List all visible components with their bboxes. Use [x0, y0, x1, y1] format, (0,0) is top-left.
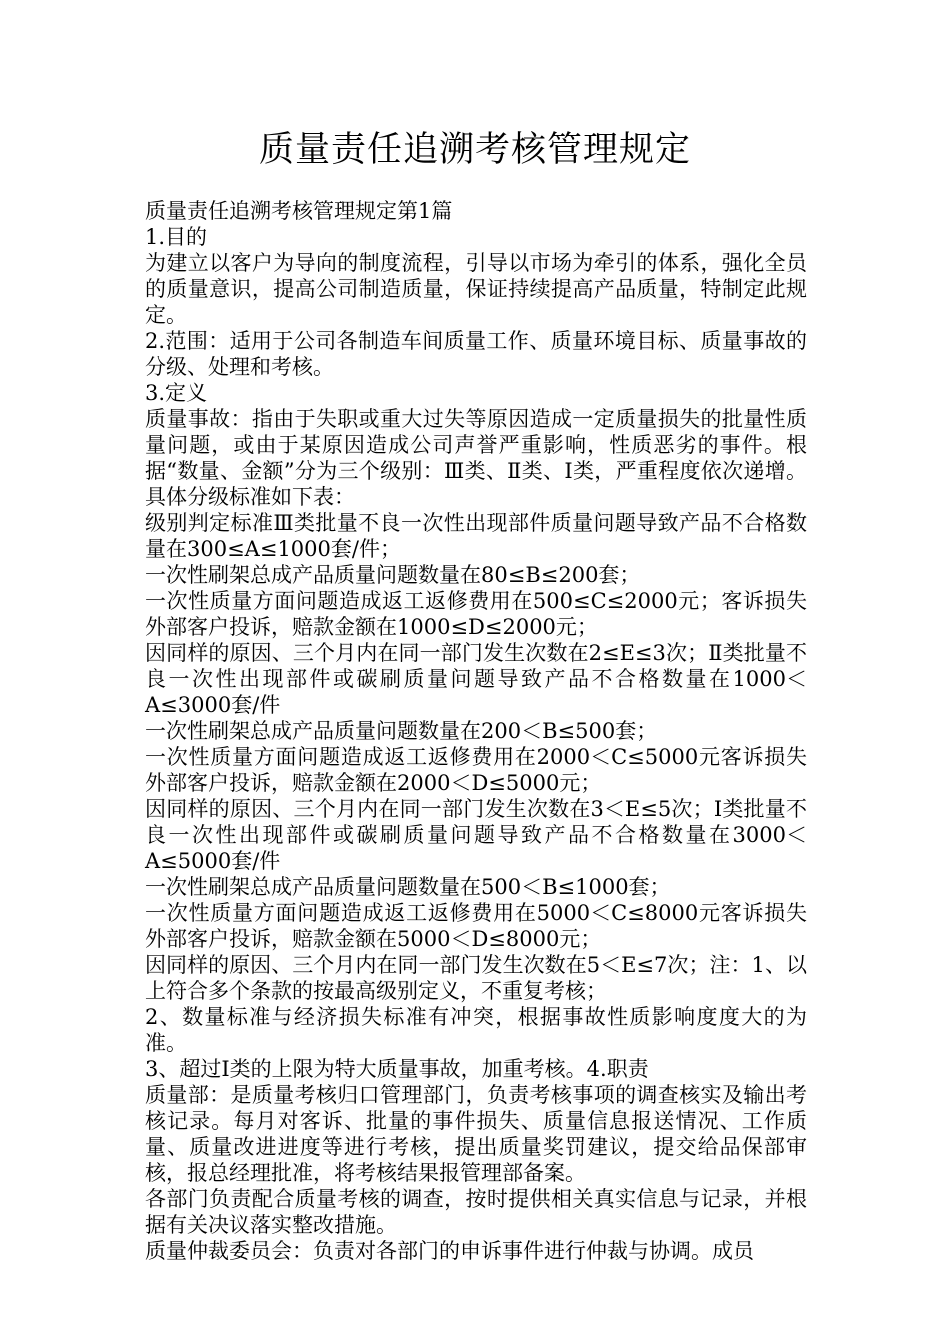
paragraph: 因同样的原因、三个月内在同一部门发生次数在2≤E≤3次；Ⅱ类批量不良一次性出现部件或碳刷质量问题导致产品不合格数量在1000＜A≤3000套/件 — [145, 641, 807, 717]
paragraph-heading: 质量责任追溯考核管理规定第1篇 — [145, 199, 453, 223]
paragraph: 一次性刷架总成产品质量问题数量在80≤B≤200套； — [145, 563, 641, 587]
paragraph: 因同样的原因、三个月内在同一部门发生次数在3＜E≤5次；Ⅰ类批量不良一次性出现部件或碳刷质量问题导致产品不合格数量在3000＜A≤5000套/件 — [145, 797, 807, 873]
paragraph: 2、数量标准与经济损失标准有冲突，根据事故性质影响度度大的为准。 — [145, 1005, 807, 1055]
paragraph: 质量部：是质量考核归口管理部门，负责考核事项的调查核实及输出考核记录。每月对客诉、批量的事件损失、质量信息报送情况、工作质量、质量改进进度等进行考核，提出质量奖罚建议，提交给品保部审核，报总经理批准，将考核结果报管理部备案。 — [145, 1083, 807, 1185]
paragraph: 一次性刷架总成产品质量问题数量在500＜B≤1000套； — [145, 875, 671, 899]
paragraph: 质量事故：指由于失职或重大过失等原因造成一定质量损失的批量性质量问题，或由于某原因造成公司声誉严重影响，性质恶劣的事件。根据“数量、金额”分为三个级别：Ⅲ类、Ⅱ类、Ⅰ类，严重程度依次递增。具体分级标准如下表： — [145, 407, 807, 509]
paragraph: 一次性刷架总成产品质量问题数量在200＜B≤500套； — [145, 719, 658, 743]
paragraph: 级别判定标准Ⅲ类批量不良一次性出现部件质量问题导致产品不合格数量在300≤A≤1000套/件； — [145, 511, 807, 561]
paragraph: 各部门负责配合质量考核的调查，按时提供相关真实信息与记录，并根据有关决议落实整改措施。 — [145, 1187, 807, 1237]
paragraph-definition-heading: 3.定义 — [145, 381, 208, 405]
paragraph: 因同样的原因、三个月内在同一部门发生次数在5＜E≤7次；注：1、以上符合多个条款的按最高级别定义，不重复考核； — [145, 953, 807, 1003]
paragraph: 3、超过Ⅰ类的上限为特大质量事故，加重考核。4.职责 — [145, 1057, 649, 1081]
paragraph: 为建立以客户为导向的制度流程，引导以市场为牵引的体系，强化全员的质量意识，提高公司制造质量，保证持续提高产品质量，特制定此规定。 — [145, 251, 807, 327]
paragraph: 质量仲裁委员会：负责对各部门的申诉事件进行仲裁与协调。成员 — [145, 1239, 754, 1263]
paragraph: 一次性质量方面问题造成返工返修费用在2000＜C≤5000元客诉损失外部客户投诉，赔款金额在2000＜D≤5000元； — [145, 745, 807, 795]
paragraph-purpose-heading: 1.目的 — [145, 225, 208, 249]
paragraph: 一次性质量方面问题造成返工返修费用在500≤C≤2000元；客诉损失外部客户投诉，赔款金额在1000≤D≤2000元； — [145, 589, 807, 639]
paragraph: 一次性质量方面问题造成返工返修费用在5000＜C≤8000元客诉损失外部客户投诉，赔款金额在5000＜D≤8000元； — [145, 901, 807, 951]
document-body — [145, 198, 807, 1264]
paragraph-scope: 2.范围：适用于公司各制造车间质量工作、质量环境目标、质量事故的分级、处理和考核。 — [145, 329, 807, 379]
document-title: 质量责任追溯考核管理规定 — [258, 130, 691, 170]
